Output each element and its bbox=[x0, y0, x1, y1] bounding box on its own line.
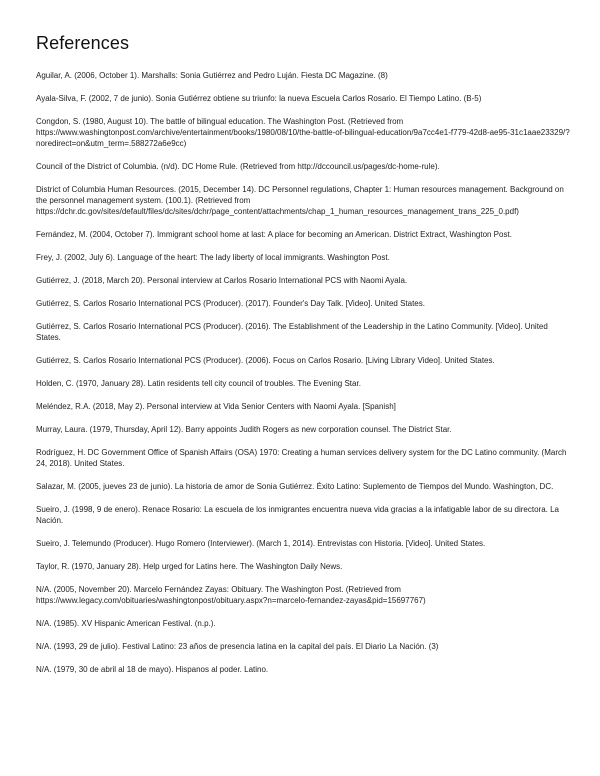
reference-entry: Murray, Laura. (1979, Thursday, April 12). Barry appoints Judith Rogers as new corporation counsel. The District Star. bbox=[36, 425, 452, 434]
reference-entry: Rodríguez, H. DC Government Office of Spanish Affairs (OSA) 1970: Creating a human services delivery system for the DC Latino community. (March 24, 2018). United States. bbox=[36, 448, 567, 468]
reference-entry: Council of the District of Columbia. (n/d). DC Home Rule. (Retrieved from http://dccouncil.us/pages/dc-home-rule). bbox=[36, 162, 440, 171]
reference-entry: N/A. (1993, 29 de julio). Festival Latino: 23 años de presencia latina en la capital del país. El Diario La Nación. (3) bbox=[36, 642, 439, 651]
reference-entry: Gutiérrez, S. Carlos Rosario International PCS (Producer). (2017). Founder's Day Talk. [Video]. United States. bbox=[36, 299, 425, 308]
reference-entry: N/A. (1985). XV Hispanic American Festival. (n.p.). bbox=[36, 619, 216, 628]
reference-entry: N/A. (2005, November 20). Marcelo Fernández Zayas: Obituary. The Washington Post. (Retrieved from https://www.legacy.com/obituaries/washingtonpost/obituary.aspx?n=marcelo-fernandez-zayas&pid=15697767) bbox=[36, 585, 426, 605]
reference-entry: Holden, C. (1970, January 28). Latin residents tell city council of troubles. The Evening Star. bbox=[36, 379, 361, 388]
reference-entry: Sueiro, J. (1998, 9 de enero). Renace Rosario: La escuela de los inmigrantes encuentra nueva vida gracias a la infatigable labor de su directora. La Nación. bbox=[36, 505, 559, 525]
reference-entry: N/A. (1979, 30 de abril al 18 de mayo). Hispanos al poder. Latino. bbox=[36, 665, 269, 674]
reference-entry: Fernández, M. (2004, October 7). Immigrant school home at last: A place for becoming an American. District Extract, Washington Post. bbox=[36, 230, 512, 239]
reference-list bbox=[36, 70, 572, 675]
reference-entry: Ayala-Silva, F. (2002, 7 de junio). Sonia Gutiérrez obtiene su triunfo: la nueva Escuela Carlos Rosario. El Tiempo Latino. (B-5) bbox=[36, 94, 482, 103]
reference-entry: Aguilar, A. (2006, October 1). Marshalls: Sonia Gutiérrez and Pedro Luján. Fiesta DC Magazine. (8) bbox=[36, 71, 388, 80]
reference-entry: District of Columbia Human Resources. (2015, December 14). DC Personnel regulations, Chapter 1: Human resources management. Background on the personnel management system. (100.1). (Retrieved from https://dchr.dc.gov/sites/default/files/dc/sites/dchr/page_content/attachments/chap_1_human_resources_management_trans_225_0.pdf) bbox=[36, 185, 564, 216]
reference-entry: Gutiérrez, S. Carlos Rosario International PCS (Producer). (2016). The Establishment of the Leadership in the Latino Community. [Video]. United States. bbox=[36, 322, 548, 342]
reference-entry: Gutiérrez, J. (2018, March 20). Personal interview at Carlos Rosario International PCS with Naomi Ayala. bbox=[36, 276, 408, 285]
reference-entry: Sueiro, J. Telemundo (Producer). Hugo Romero (Interviewer). (March 1, 2014). Entrevistas con Historia. [Video]. United States. bbox=[36, 539, 486, 548]
reference-entry: Frey, J. (2002, July 6). Language of the heart: The lady liberty of local immigrants. Washington Post. bbox=[36, 253, 390, 262]
reference-entry: Salazar, M. (2005, jueves 23 de junio). La historia de amor de Sonia Gutiérrez. Éxito Latino: Suplemento de Tiempos del Mundo. Washington, DC. bbox=[36, 482, 554, 491]
reference-entry: Taylor, R. (1970, January 28). Help urged for Latins here. The Washington Daily News. bbox=[36, 562, 343, 571]
reference-entry: Meléndez, R.A. (2018, May 2). Personal interview at Vida Senior Centers with Naomi Ayala. [Spanish] bbox=[36, 402, 396, 411]
reference-entry: Gutiérrez, S. Carlos Rosario International PCS (Producer). (2006). Focus on Carlos Rosario. [Living Library Video]. United States. bbox=[36, 356, 495, 365]
page-title: References bbox=[36, 33, 130, 53]
reference-entry: Congdon, S. (1980, August 10). The battle of bilingual education. The Washington Post. (Retrieved from https://www.washingtonpost.com/archive/entertainment/books/1980/08/10/the-battle-of-bilingual-education/9a7cc4e1-f779-42d8-ae95-31c1aae23329/?noredirect=on&utm_term=.588272a6e9cc) bbox=[36, 117, 570, 148]
